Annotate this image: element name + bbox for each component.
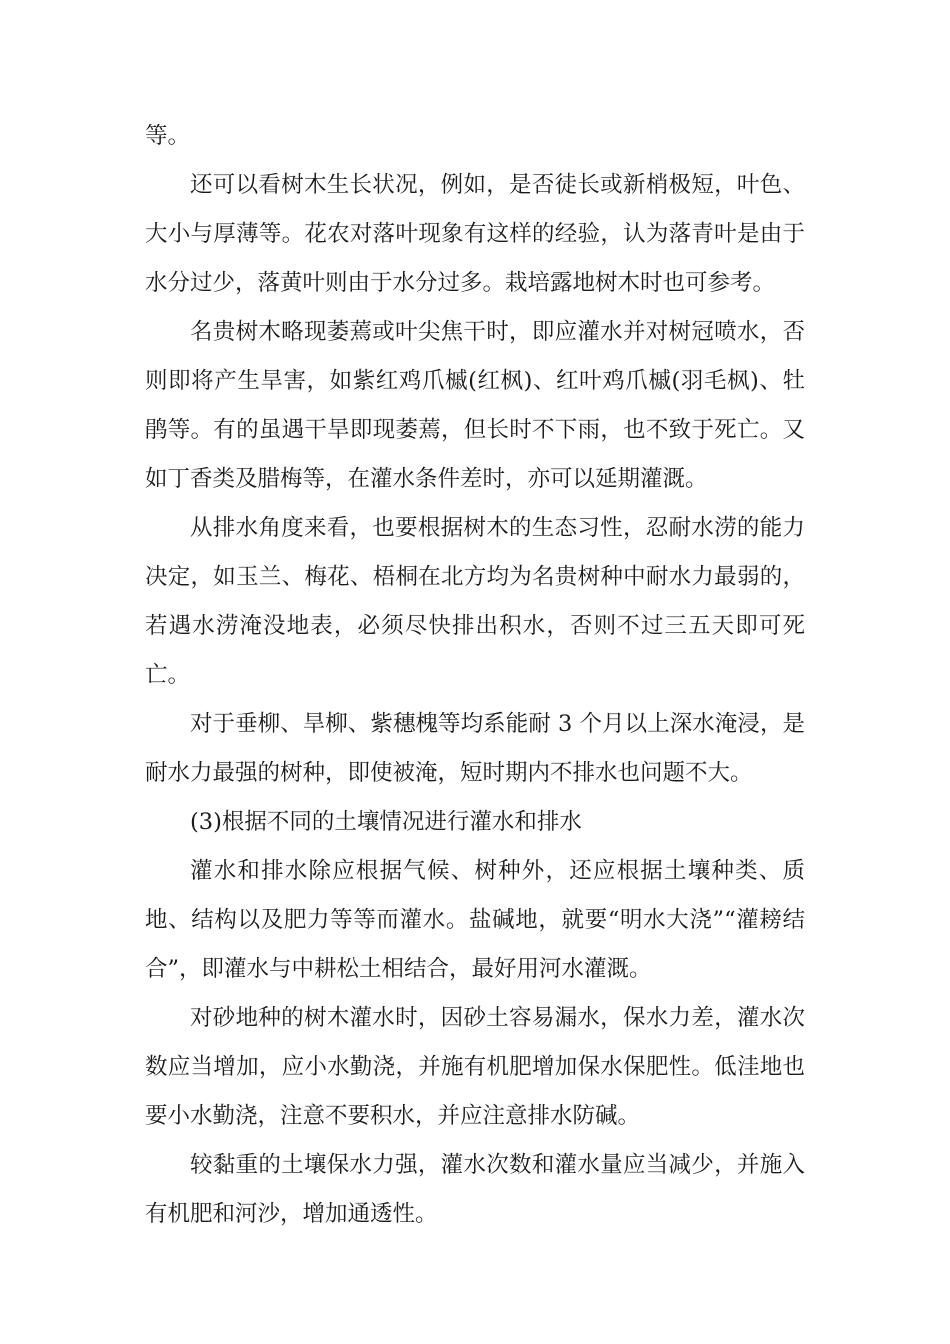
- paragraph-tree-growth: 还可以看树木生长状况，例如，是否徒长或新梢极短，叶色、大小与厚薄等。花农对落叶现象有这样的经验，认为落青叶是由于水分过少，落黄叶则由于水分过多。栽培露地树木时也可参考。: [145, 172, 805, 296]
- document-page: [145, 112, 805, 1239]
- paragraph-continuation: 等。: [145, 123, 191, 149]
- paragraph-sandy-soil: 对砂地种的树木灌水时，因砂土容易漏水，保水力差，灌水次数应当增加，应小水勤浇，并施有机肥增加保水保肥性。低洼地也要小水勤浇，注意不要积水，并应注意排水防碱。: [145, 1005, 805, 1129]
- paragraph-flood-tolerant: 对于垂柳、旱柳、紫穗槐等均系能耐 3 个月以上深水淹浸，是耐水力最强的树种，即使被淹，短时期内不排水也问题不大。: [145, 711, 805, 786]
- paragraph-precious-trees: 名贵树木略现萎蔫或叶尖焦干时，即应灌水并对树冠喷水，否则即将产生旱害，如紫红鸡爪槭(红枫)、红叶鸡爪槭(羽毛枫)、牡鹃等。有的虽遇干旱即现萎蔫，但长时不下雨，也不致于死亡。又如丁香类及腊梅等，在灌水条件差时，亦可以延期灌溉。: [145, 319, 805, 492]
- section-heading-soil: (3)根据不同的土壤情况进行灌水和排水: [190, 809, 582, 835]
- paragraph-soil-types: 灌水和排水除应根据气候、树种外，还应根据土壤种类、质地、结构以及肥力等等而灌水。盐碱地，就要“明水大浇”“灌耪结合”，即灌水与中耕松土相结合，最好用河水灌溉。: [145, 858, 805, 982]
- paragraph-clay-soil: 较黏重的土壤保水力强，灌水次数和灌水量应当减少，并施入有机肥和河沙，增加通透性。: [145, 1152, 805, 1227]
- paragraph-drainage: 从排水角度来看，也要根据树木的生态习性，忍耐水涝的能力决定，如玉兰、梅花、梧桐在北方均为名贵树种中耐水力最弱的，若遇水涝淹没地表，必须尽快排出积水，否则不过三五天即可死亡。: [145, 515, 805, 688]
